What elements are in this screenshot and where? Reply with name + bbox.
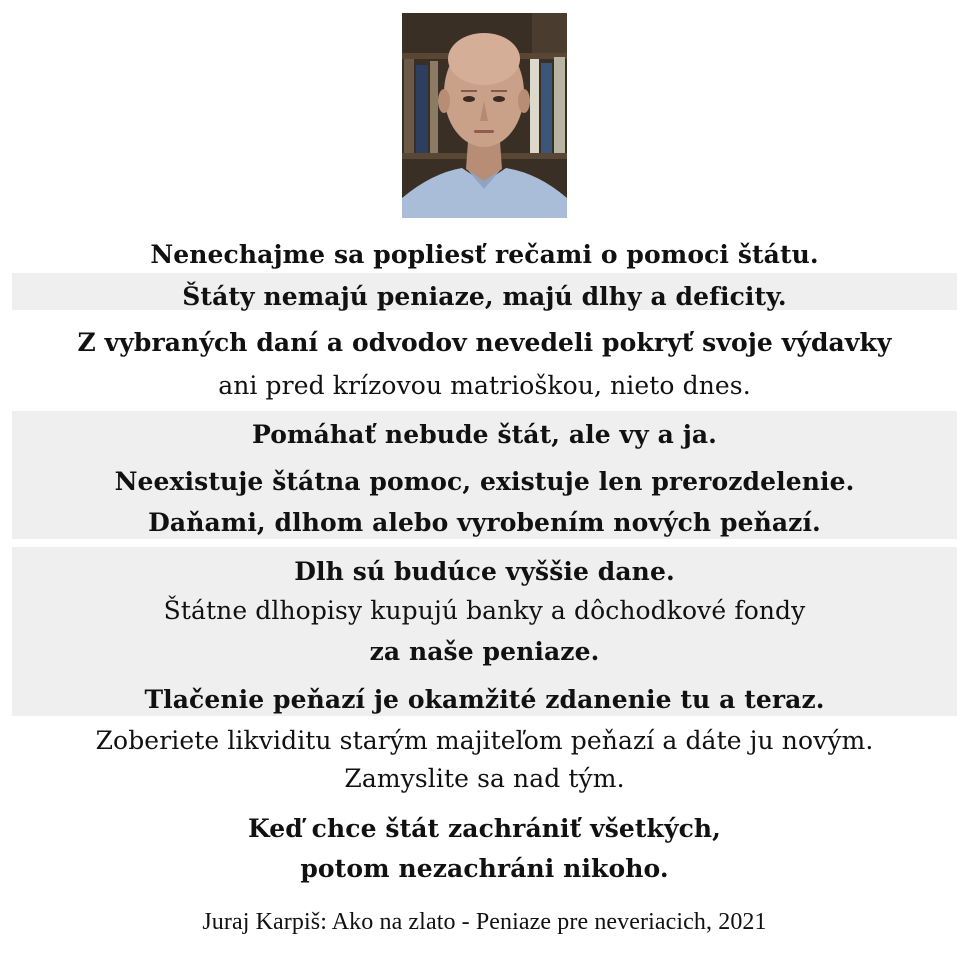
quote-line-7: Daňami, dlhom alebo vyrobením nových peňazí. — [148, 508, 821, 537]
quote-line-11: Tlačenie peňazí je okamžité zdanenie tu a teraz. — [144, 685, 825, 714]
quote-line-6: Neexistuje štátna pomoc, existuje len prerozdelenie. — [114, 467, 855, 496]
quote-line-5: Pomáhať nebude štát, ale vy a ja. — [252, 420, 717, 449]
author-portrait — [402, 13, 567, 218]
quote-line-13: Zamyslite sa nad tým. — [344, 764, 625, 793]
quote-line-4: ani pred krízovou matrioškou, nieto dnes. — [218, 371, 751, 400]
quote-line-14: Keď chce štát zachrániť všetkých, — [248, 814, 721, 843]
quote-line-1: Nenechajme sa popliesť rečami o pomoci štátu. — [150, 240, 819, 269]
quote-line-3: Z vybraných daní a odvodov nevedeli pokryť svoje výdavky — [77, 328, 892, 357]
attribution: Juraj Karpiš: Ako na zlato - Peniaze pre neveriacich, 2021 — [202, 909, 767, 935]
quote-line-12: Zoberiete likviditu starým majiteľom peňazí a dáte ju novým. — [95, 726, 874, 755]
quote-line-15: potom nezachráni nikoho. — [300, 854, 669, 883]
quote-line-8: Dlh sú budúce vyššie dane. — [294, 557, 675, 586]
quote-line-2: Štáty nemajú peniaze, majú dlhy a deficity. — [182, 282, 787, 311]
quote-line-10: za naše peniaze. — [369, 637, 600, 666]
quote-line-9: Štátne dlhopisy kupujú banky a dôchodkové fondy — [163, 596, 806, 625]
portrait-photo-icon — [402, 13, 567, 218]
